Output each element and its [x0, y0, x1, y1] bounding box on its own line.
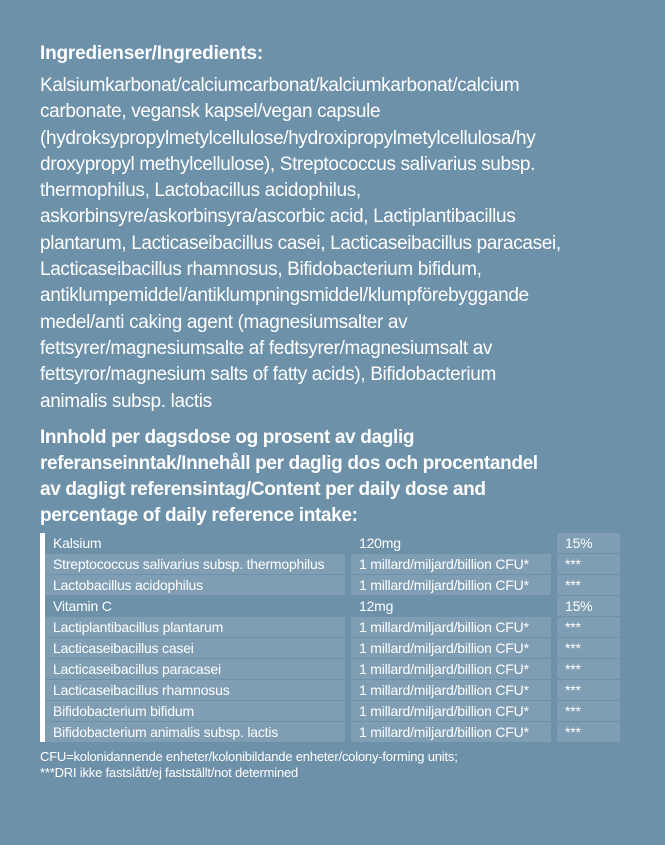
table-row [45, 617, 620, 637]
table-row [45, 680, 620, 700]
nutrient-name-cell: Kalsium [53, 534, 102, 551]
amount-cell: 120mg [359, 534, 401, 551]
text-line: medel/anti caking agent (magnesiumsalter av [40, 311, 408, 333]
nutrient-name-cell: Vitamin C [53, 597, 112, 614]
amount-cell: 1 millard/miljard/billion CFU* [351, 575, 551, 595]
text-line: Lacticaseibacillus rhamnosus, Bifidobacterium bifidum, [40, 259, 482, 281]
dri-percent-cell: *** [557, 722, 620, 742]
dri-percent-cell: *** [557, 659, 620, 679]
nutrient-name-cell: Bifidobacterium bifidum [45, 701, 345, 721]
nutrient-name-cell: Lacticaseibacillus casei [45, 638, 345, 658]
nutrient-name-cell: Lactiplantibacillus plantarum [45, 617, 345, 637]
nutrient-name-cell: Lactobacillus acidophilus [45, 575, 345, 595]
nutrient-name-cell: Lacticaseibacillus rhamnosus [45, 680, 345, 700]
dri-percent-cell: *** [557, 680, 620, 700]
footnote-line: CFU=kolonidannende enheter/kolonibildande enheter/colony-forming units; [40, 748, 458, 764]
footnote-line: ***DRI ikke fastslått/ej fastställt/not determined [40, 765, 299, 781]
table-row [45, 533, 620, 553]
heading-line: av dagligt referensintag/Content per daily dose and [40, 478, 486, 500]
ingredients-heading: Ingredienser/Ingredients: [40, 43, 264, 64]
table-rows [45, 533, 620, 742]
heading-line: Innhold per dagsdose og prosent av daglig [40, 426, 415, 448]
dri-percent-cell: *** [557, 575, 620, 595]
heading-line: referanseinntak/Innehåll per daglig dos och procentandel [40, 452, 538, 474]
table-row [45, 659, 620, 679]
text-line: fettsyror/magnesium salts of fatty acids), Bifidobacterium [40, 364, 496, 386]
dri-percent-cell: 15% [557, 533, 620, 553]
text-line: antiklumpemiddel/antiklumpningsmiddel/klumpförebyggande [40, 285, 529, 307]
table-row [45, 638, 620, 658]
dri-percent-cell: *** [557, 701, 620, 721]
text-line: (hydroksypropylmetylcellulose/hydroxipropylmetylcellulosa/hy [40, 127, 536, 149]
text-line: Kalsiumkarbonat/calciumcarbonat/kalciumkarbonat/calcium [40, 75, 520, 96]
dri-percent-cell: *** [557, 554, 620, 574]
text-line: animalis subsp. lactis [40, 390, 212, 412]
content-per-dose-heading [40, 425, 627, 529]
amount-cell: 1 millard/miljard/billion CFU* [351, 722, 551, 742]
ingredients-text [40, 73, 627, 415]
amount-cell: 1 millard/miljard/billion CFU* [351, 680, 551, 700]
amount-cell: 1 millard/miljard/billion CFU* [351, 617, 551, 637]
nutrient-name-cell: Streptococcus salivarius subsp. thermophilus [45, 554, 345, 574]
dri-percent-cell: 15% [557, 596, 620, 616]
dri-percent-cell: *** [557, 617, 620, 637]
amount-cell: 1 millard/miljard/billion CFU* [351, 659, 551, 679]
text-line: askorbinsyre/askorbinsyra/ascorbic acid, Lactiplantibacillus [40, 206, 516, 228]
nutrient-name-cell: Lacticaseibacillus paracasei [45, 659, 345, 679]
amount-cell: 12mg [359, 597, 394, 614]
amount-cell: 1 millard/miljard/billion CFU* [351, 554, 551, 574]
text-line: fettsyrer/magnesiumsalte af fedtsyrer/magnesiumsalt av [40, 337, 493, 359]
text-line: thermophilus, Lactobacillus acidophilus, [40, 180, 361, 202]
table-row [45, 722, 620, 742]
table-row [45, 554, 620, 574]
nutrient-name-cell: Bifidobacterium animalis subsp. lactis [45, 722, 345, 742]
text-line: plantarum, Lacticaseibacillus casei, Lacticaseibacillus paracasei, [40, 232, 561, 254]
dri-percent-cell: *** [557, 638, 620, 658]
text-line: carbonate, vegansk kapsel/vegan capsule [40, 101, 381, 123]
table-row [45, 701, 620, 721]
amount-cell: 1 millard/miljard/billion CFU* [351, 638, 551, 658]
nutrition-table [40, 533, 627, 742]
heading-line: percentage of daily reference intake: [40, 504, 358, 526]
text-line: droxypropyl methylcellulose), Streptococcus salivarius subsp. [40, 153, 536, 175]
footnotes [40, 749, 627, 782]
table-row [45, 596, 620, 616]
amount-cell: 1 millard/miljard/billion CFU* [351, 701, 551, 721]
table-row [45, 575, 620, 595]
